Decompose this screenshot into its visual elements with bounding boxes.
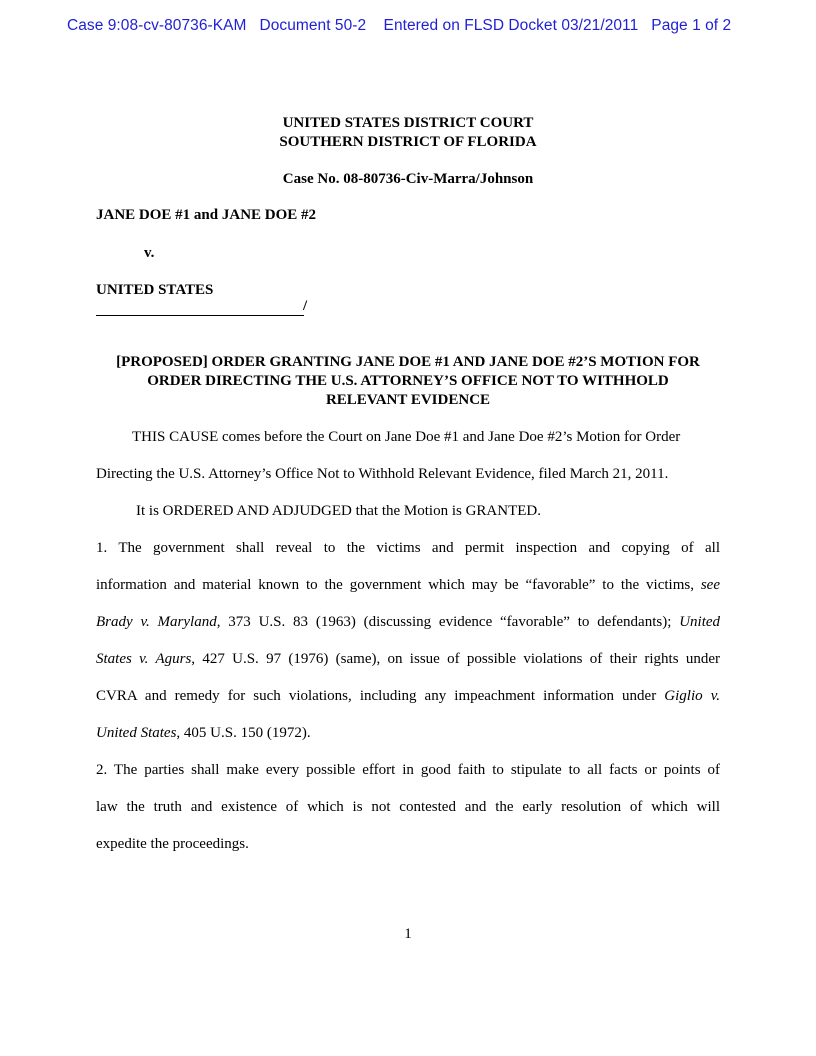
versus: v. [144,245,155,261]
p1-line-5: CVRA and remedy for such violations, including any impeachment information under Giglio v. [96,688,720,704]
page-number: 1 [404,926,412,942]
defendant: UNITED STATES [96,282,214,298]
p1-line-6: United States, 405 U.S. 150 (1972). [96,725,311,741]
docket-header: Case 9:08-cv-80736-KAM Document 50-2 Entered on FLSD Docket 03/21/2011 Page 1 of 2 [67,17,732,34]
intro-line-2: Directing the U.S. Attorney’s Office Not to Withhold Relevant Evidence, filed March 21, 2011. [96,466,669,482]
court-name-line2: SOUTHERN DISTRICT OF FLORIDA [279,134,537,150]
p1-line-2: information and material known to the government which may be “favorable” to the victims, see [96,577,720,593]
p1-line-1: 1. The government shall reveal to the victims and permit inspection and copying of all [96,540,720,556]
plaintiffs: JANE DOE #1 and JANE DOE #2 [96,207,317,223]
order-body [96,419,720,863]
intro-line-1: THIS CAUSE comes before the Court on Jane Doe #1 and Jane Doe #2’s Motion for Order [132,429,681,445]
court-name-line1: UNITED STATES DISTRICT COURT [282,115,534,131]
p1-line-3: Brady v. Maryland, 373 U.S. 83 (1963) (discussing evidence “favorable” to defendants); United [96,614,721,630]
ordered-line: It is ORDERED AND ADJUDGED that the Motion is GRANTED. [136,503,541,519]
p2-line-1: 2. The parties shall make every possible effort in good faith to stipulate to all facts or points of [96,762,720,778]
case-number: Case No. 08-80736-Civ-Marra/Johnson [282,171,534,187]
order-title-line1: [PROPOSED] ORDER GRANTING JANE DOE #1 AND JANE DOE #2’S MOTION FOR [116,354,700,370]
order-title-line3: RELEVANT EVIDENCE [325,392,491,408]
p2-line-2: law the truth and existence of which is not contested and the early resolution of which will [96,799,720,815]
order-title-line2: ORDER DIRECTING THE U.S. ATTORNEY’S OFFICE NOT TO WITHHOLD [147,373,669,389]
caption-slash: / [303,298,308,314]
p1-line-4: States v. Agurs, 427 U.S. 97 (1976) (same), on issue of possible violations of their rights under [96,651,720,667]
caption-underline [96,300,304,316]
p2-line-3: expedite the proceedings. [96,836,249,852]
